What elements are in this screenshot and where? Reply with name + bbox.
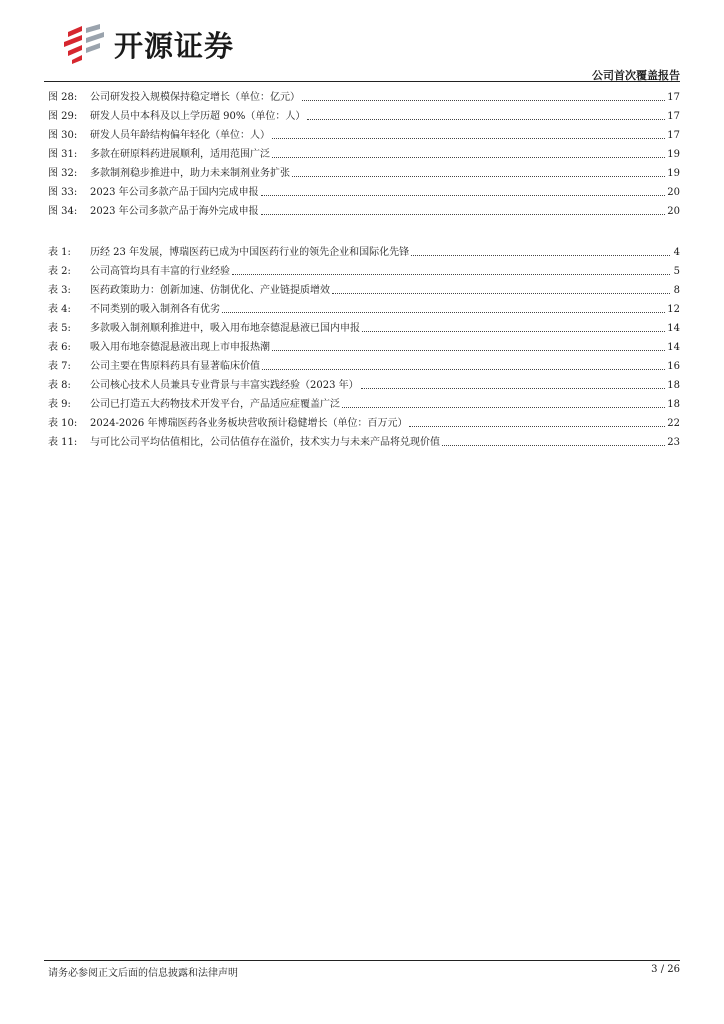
- kaiyuan-logo-icon: [62, 24, 108, 64]
- entry-page: 17: [667, 111, 680, 122]
- dot-leader: [342, 406, 665, 408]
- dot-leader: [272, 156, 665, 158]
- entry-number: 图 32:: [48, 168, 78, 179]
- toc-entry[interactable]: [48, 262, 680, 281]
- entry-page: 20: [667, 206, 680, 217]
- entry-number: 图 28:: [48, 92, 78, 103]
- company-logo: [62, 24, 234, 64]
- entry-number: 表 9:: [48, 399, 71, 410]
- entry-title: 公司研发投入规模保持稳定增长（单位：亿元）: [90, 92, 300, 103]
- dot-leader: [362, 330, 665, 332]
- entry-page: 14: [667, 342, 680, 353]
- entry-title: 不同类别的吸入制剂各有优劣: [90, 304, 220, 315]
- entry-title: 研发人员年龄结构偏年轻化（单位：人）: [90, 130, 270, 141]
- entry-page: 18: [667, 399, 680, 410]
- entry-page: 19: [667, 149, 680, 160]
- entry-title: 多款制剂稳步推进中，助力未来制剂业务扩张: [90, 168, 290, 179]
- toc-entry[interactable]: [48, 183, 680, 202]
- dot-leader: [262, 368, 665, 370]
- entry-page: 12: [667, 304, 680, 315]
- entry-number: 图 34:: [48, 206, 78, 217]
- entry-title: 2024-2026 年博瑞医药各业务板块营收预计稳健增长（单位：百万元）: [90, 418, 408, 429]
- toc-entry[interactable]: [48, 281, 680, 300]
- entry-title: 2023 年公司多款产品于海外完成申报: [90, 206, 259, 217]
- toc-entry[interactable]: [48, 107, 680, 126]
- entry-number: 表 10:: [48, 418, 78, 429]
- toc-entry[interactable]: [48, 202, 680, 221]
- entry-page: 8: [673, 285, 680, 296]
- toc-entry[interactable]: [48, 164, 680, 183]
- toc-entry[interactable]: [48, 338, 680, 357]
- dot-leader: [272, 349, 665, 351]
- entry-page: 17: [667, 130, 680, 141]
- entry-title: 公司主要在售原料药具有显著临床价值: [90, 361, 260, 372]
- entry-number: 表 8:: [48, 380, 71, 391]
- entry-number: 表 5:: [48, 323, 71, 334]
- entry-page: 18: [667, 380, 680, 391]
- entry-title: 多款在研原料药进展顺利，适用范围广泛: [90, 149, 270, 160]
- toc-entry[interactable]: [48, 414, 680, 433]
- entry-page: 22: [667, 418, 680, 429]
- footer-disclaimer: 请务必参阅正文后面的信息披露和法律声明: [48, 968, 238, 979]
- toc-entry[interactable]: [48, 395, 680, 414]
- dot-leader: [361, 387, 666, 389]
- dot-leader: [272, 137, 665, 139]
- entry-page: 19: [667, 168, 680, 179]
- entry-title: 历经 23 年发展，博瑞医药已成为中国医药行业的领先企业和国际化先锋: [90, 247, 410, 258]
- entry-title: 多款吸入制剂顺利推进中，吸入用布地奈德混悬液已国内申报: [90, 323, 360, 334]
- entry-title: 公司核心技术人员兼具专业背景与丰富实践经验（2023 年）: [90, 380, 359, 391]
- toc-entry[interactable]: [48, 126, 680, 145]
- toc-entry[interactable]: [48, 357, 680, 376]
- entry-title: 吸入用布地奈德混悬液出现上市申报热潮: [90, 342, 270, 353]
- entry-number: 图 33:: [48, 187, 78, 198]
- entry-title: 公司高管均具有丰富的行业经验: [90, 266, 230, 277]
- dot-leader: [307, 118, 665, 120]
- dot-leader: [222, 311, 665, 313]
- dot-leader: [261, 213, 666, 215]
- dot-leader: [232, 273, 670, 275]
- entry-page: 17: [667, 92, 680, 103]
- dot-leader: [292, 175, 665, 177]
- logo-text: 开源证券: [114, 28, 235, 63]
- dot-leader: [302, 99, 665, 101]
- entry-title: 研发人员中本科及以上学历超 90%（单位：人）: [90, 111, 306, 122]
- entry-number: 表 3:: [48, 285, 71, 296]
- toc-entry[interactable]: [48, 433, 680, 452]
- entry-page: 4: [673, 247, 680, 258]
- entry-number: 图 31:: [48, 149, 78, 160]
- entry-number: 表 1:: [48, 247, 71, 258]
- entry-number: 表 6:: [48, 342, 71, 353]
- toc-entry[interactable]: [48, 88, 680, 107]
- toc-entry[interactable]: [48, 243, 680, 262]
- header-divider: [44, 81, 680, 82]
- entry-page: 16: [667, 361, 680, 372]
- footer-divider: [44, 960, 680, 961]
- entry-number: 表 4:: [48, 304, 71, 315]
- toc-entry[interactable]: [48, 145, 680, 164]
- entry-number: 表 7:: [48, 361, 71, 372]
- entry-number: 表 2:: [48, 266, 71, 277]
- dot-leader: [442, 444, 665, 446]
- entry-page: 14: [667, 323, 680, 334]
- page-number: 3 / 26: [651, 964, 680, 975]
- entry-title: 与可比公司平均估值相比，公司估值存在溢价，技术实力与未来产品将兑现价值: [90, 437, 440, 448]
- dot-leader: [261, 194, 666, 196]
- dot-leader: [409, 425, 665, 427]
- table-index: [48, 243, 680, 452]
- entry-title: 2023 年公司多款产品于国内完成申报: [90, 187, 259, 198]
- dot-leader: [332, 292, 670, 294]
- entry-page: 5: [673, 266, 680, 277]
- entry-number: 图 30:: [48, 130, 78, 141]
- report-type-label: 公司首次覆盖报告: [592, 69, 680, 82]
- toc-entry[interactable]: [48, 300, 680, 319]
- entry-page: 23: [667, 437, 680, 448]
- entry-title: 公司已打造五大药物技术开发平台，产品适应症覆盖广泛: [90, 399, 340, 410]
- dot-leader: [411, 254, 670, 256]
- entry-number: 图 29:: [48, 111, 78, 122]
- toc-entry[interactable]: [48, 376, 680, 395]
- figure-index: [48, 88, 680, 221]
- entry-title: 医药政策助力：创新加速、仿制优化、产业链提质增效: [90, 285, 330, 296]
- toc-entry[interactable]: [48, 319, 680, 338]
- entry-page: 20: [667, 187, 680, 198]
- entry-number: 表 11:: [48, 437, 78, 448]
